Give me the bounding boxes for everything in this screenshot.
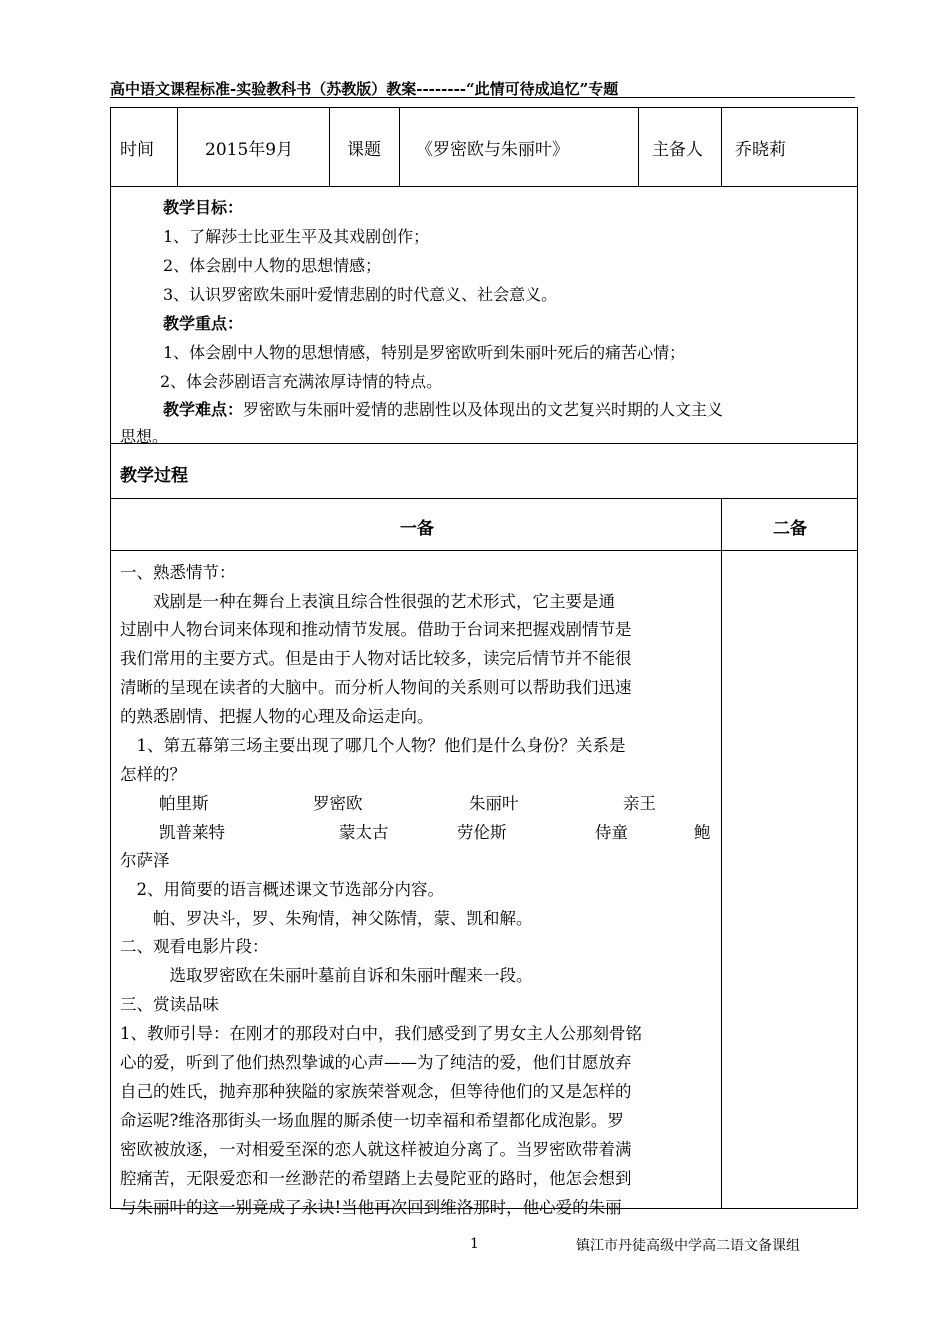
process-title-row [111, 444, 857, 499]
first-prep-header: 一备 [400, 519, 434, 539]
body-line: 1、第五幕第三场主要出现了哪几个人物？他们是什么身份？关系是 [120, 736, 626, 755]
body-line: 帕、罗决斗，罗、朱殉情，神父陈情，蒙、凯和解。 [120, 909, 533, 928]
difficulty-line [163, 397, 723, 420]
character-name: 朱丽叶 [469, 794, 519, 813]
body-line: 1、教师引导：在刚才的那段对白中，我们感受到了男女主人公那刻骨铭 [120, 1024, 642, 1043]
body-line: 一、熟悉情节： [120, 563, 236, 582]
body-line: 选取罗密欧在朱丽叶墓前自诉和朱丽叶醒来一段。 [120, 966, 533, 985]
body-line: 自己的姓氏，抛弃那种狭隘的家族荣誉观念，但等待他们的又是怎样的 [120, 1082, 632, 1101]
header-rule [110, 97, 855, 98]
body-line: 我们常用的主要方式。但是由于人物对话比较多，读完后情节并不能很 [120, 649, 632, 668]
preparer-label: 主备人 [652, 139, 703, 160]
character-name: 帕里斯 [159, 794, 209, 813]
process-title: 教学过程 [120, 466, 188, 486]
body-line: 腔痛苦，无限爱恋和一丝渺茫的希望踏上去曼陀亚的路时，他怎会想到 [120, 1169, 632, 1188]
body-line: 三、赏读品味 [120, 995, 219, 1014]
page-number: 1 [470, 1236, 479, 1252]
goal-item: 3、认识罗密欧朱丽叶爱情悲剧的时代意义、社会意义。 [163, 285, 558, 304]
character-name: 蒙太古 [339, 823, 389, 842]
body-line: 心的爱，听到了他们热烈挚诚的心声——为了纯洁的爱，他们甘愿放弃 [120, 1053, 632, 1072]
goal-item: 1、了解莎士比亚生平及其戏剧创作； [163, 227, 430, 246]
character-name: 鲍 [694, 823, 711, 842]
preparer-value: 乔晓莉 [735, 139, 786, 160]
body-line: 的熟悉剧情、把握人物的心理及命运走向。 [120, 707, 434, 726]
divider [177, 108, 178, 186]
difficulty-title: 教学难点： [163, 400, 244, 419]
lesson-plan-table [110, 107, 858, 1217]
character-name: 凯普莱特 [159, 823, 225, 842]
body-line: 尔萨泽 [120, 851, 170, 870]
footer-organization: 镇江市丹徒高级中学高二语文备课组 [576, 1238, 800, 1254]
body-line: 二、观看电影片段： [120, 937, 269, 956]
body-line: 2、用简要的语言概述课文节选部分内容。 [120, 880, 444, 899]
time-label: 时间 [120, 139, 154, 160]
column-divider [721, 498, 722, 1209]
info-row [111, 108, 857, 187]
character-name: 劳伦斯 [457, 823, 507, 842]
key-point-item: 2、体会莎剧语言充满浓厚诗情的特点。 [160, 372, 443, 391]
divider [638, 108, 639, 186]
key-points-title: 教学重点： [163, 314, 244, 333]
character-name: 亲王 [623, 794, 656, 813]
body-line: 命运呢?维洛那街头一场血腥的厮杀使一切幸福和希望都化成泡影。罗 [120, 1111, 624, 1130]
document-header: 高中语文课程标准-实验教科书（苏教版）教案--------“此情可待成追忆”专题 [110, 80, 619, 98]
difficulty-text: 罗密欧与朱丽叶爱情的悲剧性以及体现出的文艺复兴时期的人文主义 [243, 400, 724, 419]
character-name: 侍童 [595, 823, 628, 842]
body-line: 戏剧是一种在舞台上表演且综合性很强的艺术形式，它主要是通 [120, 592, 615, 611]
body-line: 与朱丽叶的这一别竟成了永诀!当他再次回到维洛那时，他心爱的朱丽 [120, 1198, 622, 1217]
body-line: 过剧中人物台词来体现和推动情节发展。借助于台词来把握戏剧情节是 [120, 620, 632, 639]
body-line: 密欧被放逐，一对相爱至深的恋人就这样被迫分离了。当罗密欧带着满 [120, 1140, 632, 1159]
time-value: 2015年9月 [205, 139, 294, 160]
second-prep-header: 二备 [773, 519, 807, 539]
goals-title: 教学目标： [163, 198, 244, 217]
topic-label: 课题 [347, 139, 381, 160]
key-point-item: 1、体会剧中人物的思想情感，特别是罗密欧听到朱丽叶死后的痛苦心情； [163, 343, 686, 362]
topic-value: 《罗密欧与朱丽叶》 [416, 139, 569, 160]
divider [721, 108, 722, 186]
character-name: 罗密欧 [313, 794, 363, 813]
body-line: 清晰的呈现在读者的大脑中。而分析人物间的关系则可以帮助我们迅速 [120, 678, 632, 697]
body-line: 怎样的？ [120, 765, 186, 784]
objectives-section [111, 186, 857, 444]
goal-item: 2、体会剧中人物的思想情感； [163, 256, 382, 275]
column-header-row [111, 498, 857, 551]
divider [329, 108, 330, 186]
divider [399, 108, 400, 186]
difficulty-text-cont: 思想。 [120, 427, 169, 446]
